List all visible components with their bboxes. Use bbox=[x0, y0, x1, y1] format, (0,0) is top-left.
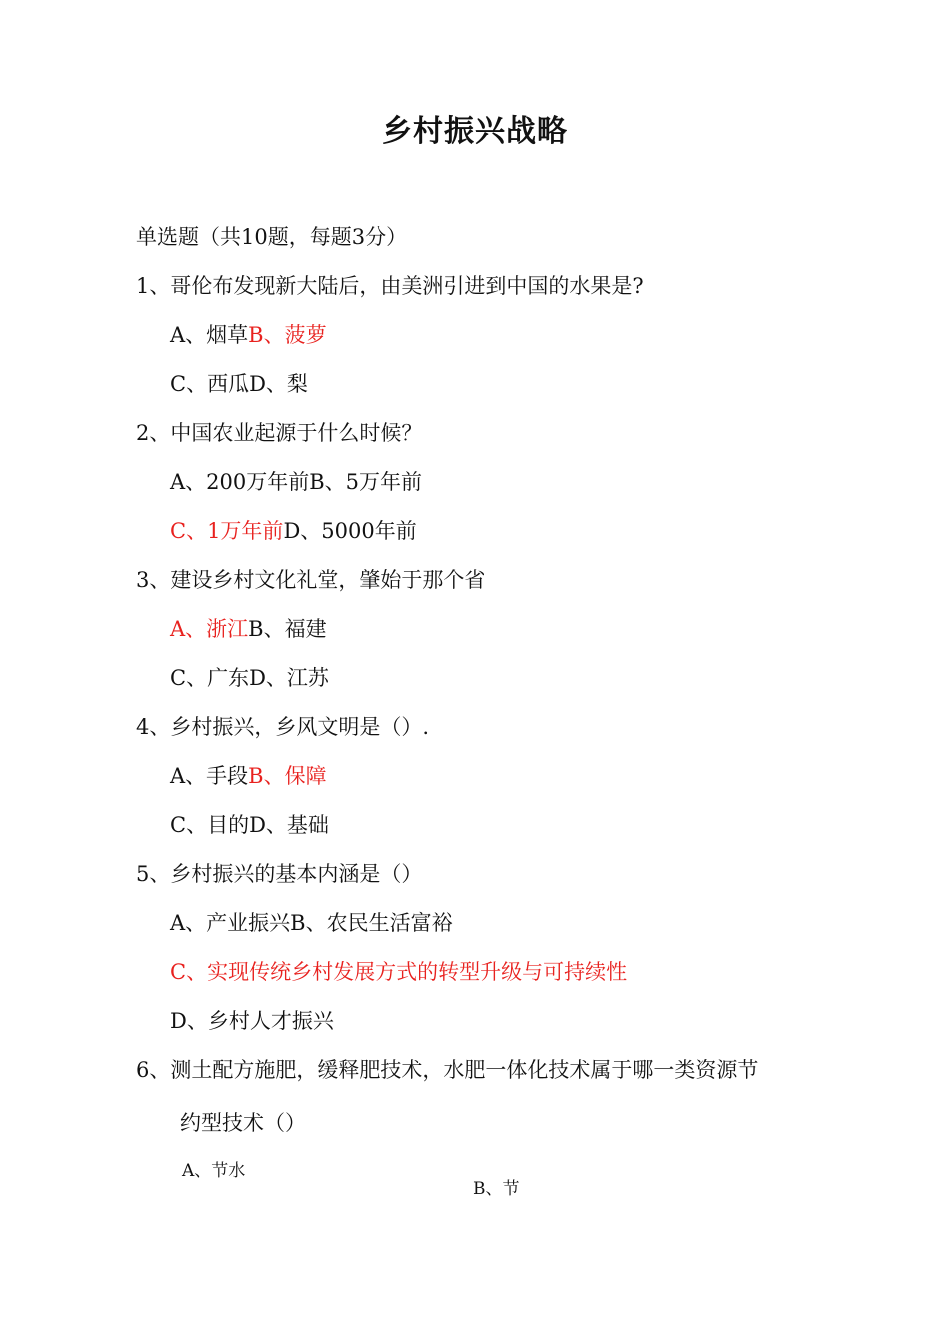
page-title: 乡村振兴战略 bbox=[382, 114, 568, 149]
q4-options-line-2 bbox=[170, 810, 329, 840]
option-text: A、200万年前B、5万年前 bbox=[170, 470, 423, 494]
q2-options-line-1 bbox=[170, 467, 422, 497]
correct-answer: B、菠萝 bbox=[248, 323, 327, 347]
question-6: 6、测土配方施肥，缓释肥技术，水肥一体化技术属于哪一类资源节 bbox=[136, 1058, 759, 1082]
option-text: C、目的D、基础 bbox=[170, 813, 329, 837]
option-text: A、产业振兴B、农民生活富裕 bbox=[170, 911, 453, 935]
correct-answer: A、浙江 bbox=[170, 617, 249, 641]
option-text: D、5000年前 bbox=[283, 519, 417, 543]
q4-options-line-1 bbox=[170, 761, 327, 791]
q5-options-line-3 bbox=[170, 1006, 334, 1036]
q5-options-line-1 bbox=[170, 908, 453, 938]
q6-option-a: A、节水 bbox=[182, 1161, 246, 1181]
option-text: C、西瓜D、梨 bbox=[170, 372, 308, 396]
option-text: D、乡村人才振兴 bbox=[170, 1009, 334, 1033]
q6-option-b: B、节 bbox=[473, 1179, 520, 1199]
q5-options-line-2 bbox=[170, 957, 627, 987]
correct-answer: C、实现传统乡村发展方式的转型升级与可持续性 bbox=[170, 960, 628, 984]
question-6-continued: 约型技术（） bbox=[180, 1111, 306, 1135]
correct-answer: B、保障 bbox=[248, 764, 327, 788]
q3-options-line-2 bbox=[170, 663, 329, 693]
section-header: 单选题（共10题，每题3分） bbox=[136, 225, 408, 249]
correct-answer: C、1万年前 bbox=[170, 519, 284, 543]
question-3: 3、建设乡村文化礼堂，肇始于那个省 bbox=[136, 568, 486, 592]
q1-options-line-1 bbox=[170, 320, 327, 350]
question-1: 1、哥伦布发现新大陆后，由美洲引进到中国的水果是? bbox=[136, 274, 644, 298]
q3-options-line-1 bbox=[170, 614, 327, 644]
option-text: B、福建 bbox=[248, 617, 327, 641]
option-text: A、手段 bbox=[170, 764, 249, 788]
question-5: 5、乡村振兴的基本内涵是（） bbox=[136, 862, 423, 886]
option-text: A、烟草 bbox=[170, 323, 249, 347]
q1-options-line-2 bbox=[170, 369, 308, 399]
question-4: 4、乡村振兴，乡风文明是（）. bbox=[136, 715, 430, 739]
question-2: 2、中国农业起源于什么时候？ bbox=[136, 421, 423, 445]
q2-options-line-2 bbox=[170, 516, 417, 546]
option-text: C、广东D、江苏 bbox=[170, 666, 329, 690]
